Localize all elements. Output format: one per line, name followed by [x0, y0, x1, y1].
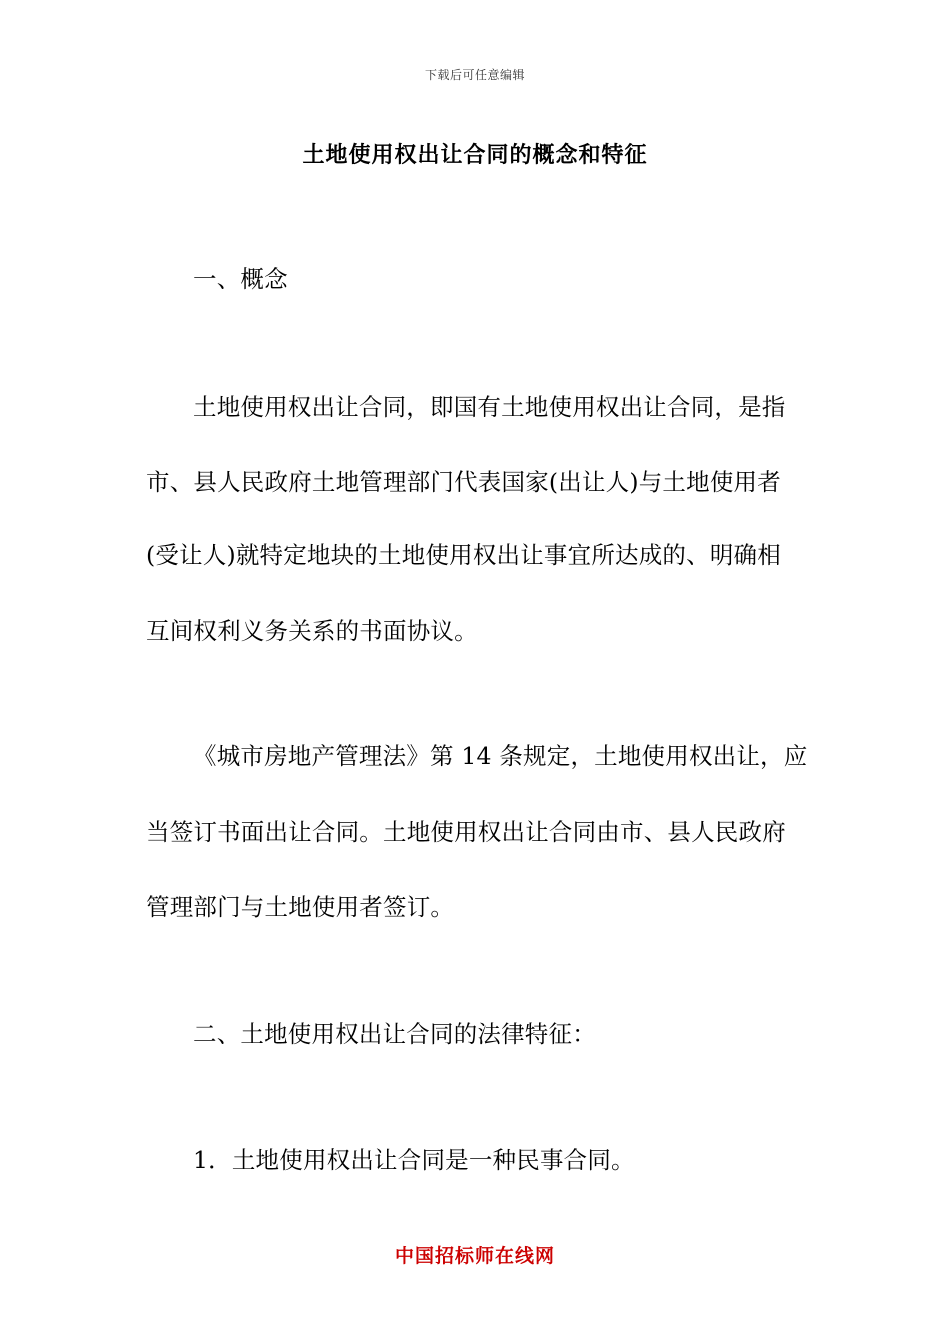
paragraph-line: 互间权利义务关系的书面协议。 — [146, 617, 478, 645]
section-heading-concept: 一、概念 — [193, 265, 288, 293]
footer-brand: 中国招标师在线网 — [394, 1245, 555, 1267]
page-header-note: 下载后可任意编辑 — [424, 68, 525, 82]
paragraph-line: 《城市房地产管理法》第 14 条规定，土地使用权出让，应 — [193, 742, 808, 770]
section-heading-legal-features: 二、土地使用权出让合同的法律特征： — [193, 1020, 596, 1048]
document-title: 土地使用权出让合同的概念和特征 — [302, 142, 648, 168]
paragraph-line: 土地使用权出让合同，即国有土地使用权出让合同，是指 — [193, 393, 786, 421]
paragraph-line: 管理部门与土地使用者签订。 — [146, 893, 455, 921]
paragraph-line: (受让人)就特定地块的土地使用权出让事宜所达成的、明确相 — [146, 541, 781, 569]
paragraph-line: 市、县人民政府土地管理部门代表国家(出让人)与土地使用者 — [146, 468, 781, 496]
list-item: 1．土地使用权出让合同是一种民事合同。 — [193, 1146, 635, 1174]
paragraph-line: 当签订书面出让合同。土地使用权出让合同由市、县人民政府 — [146, 818, 786, 846]
